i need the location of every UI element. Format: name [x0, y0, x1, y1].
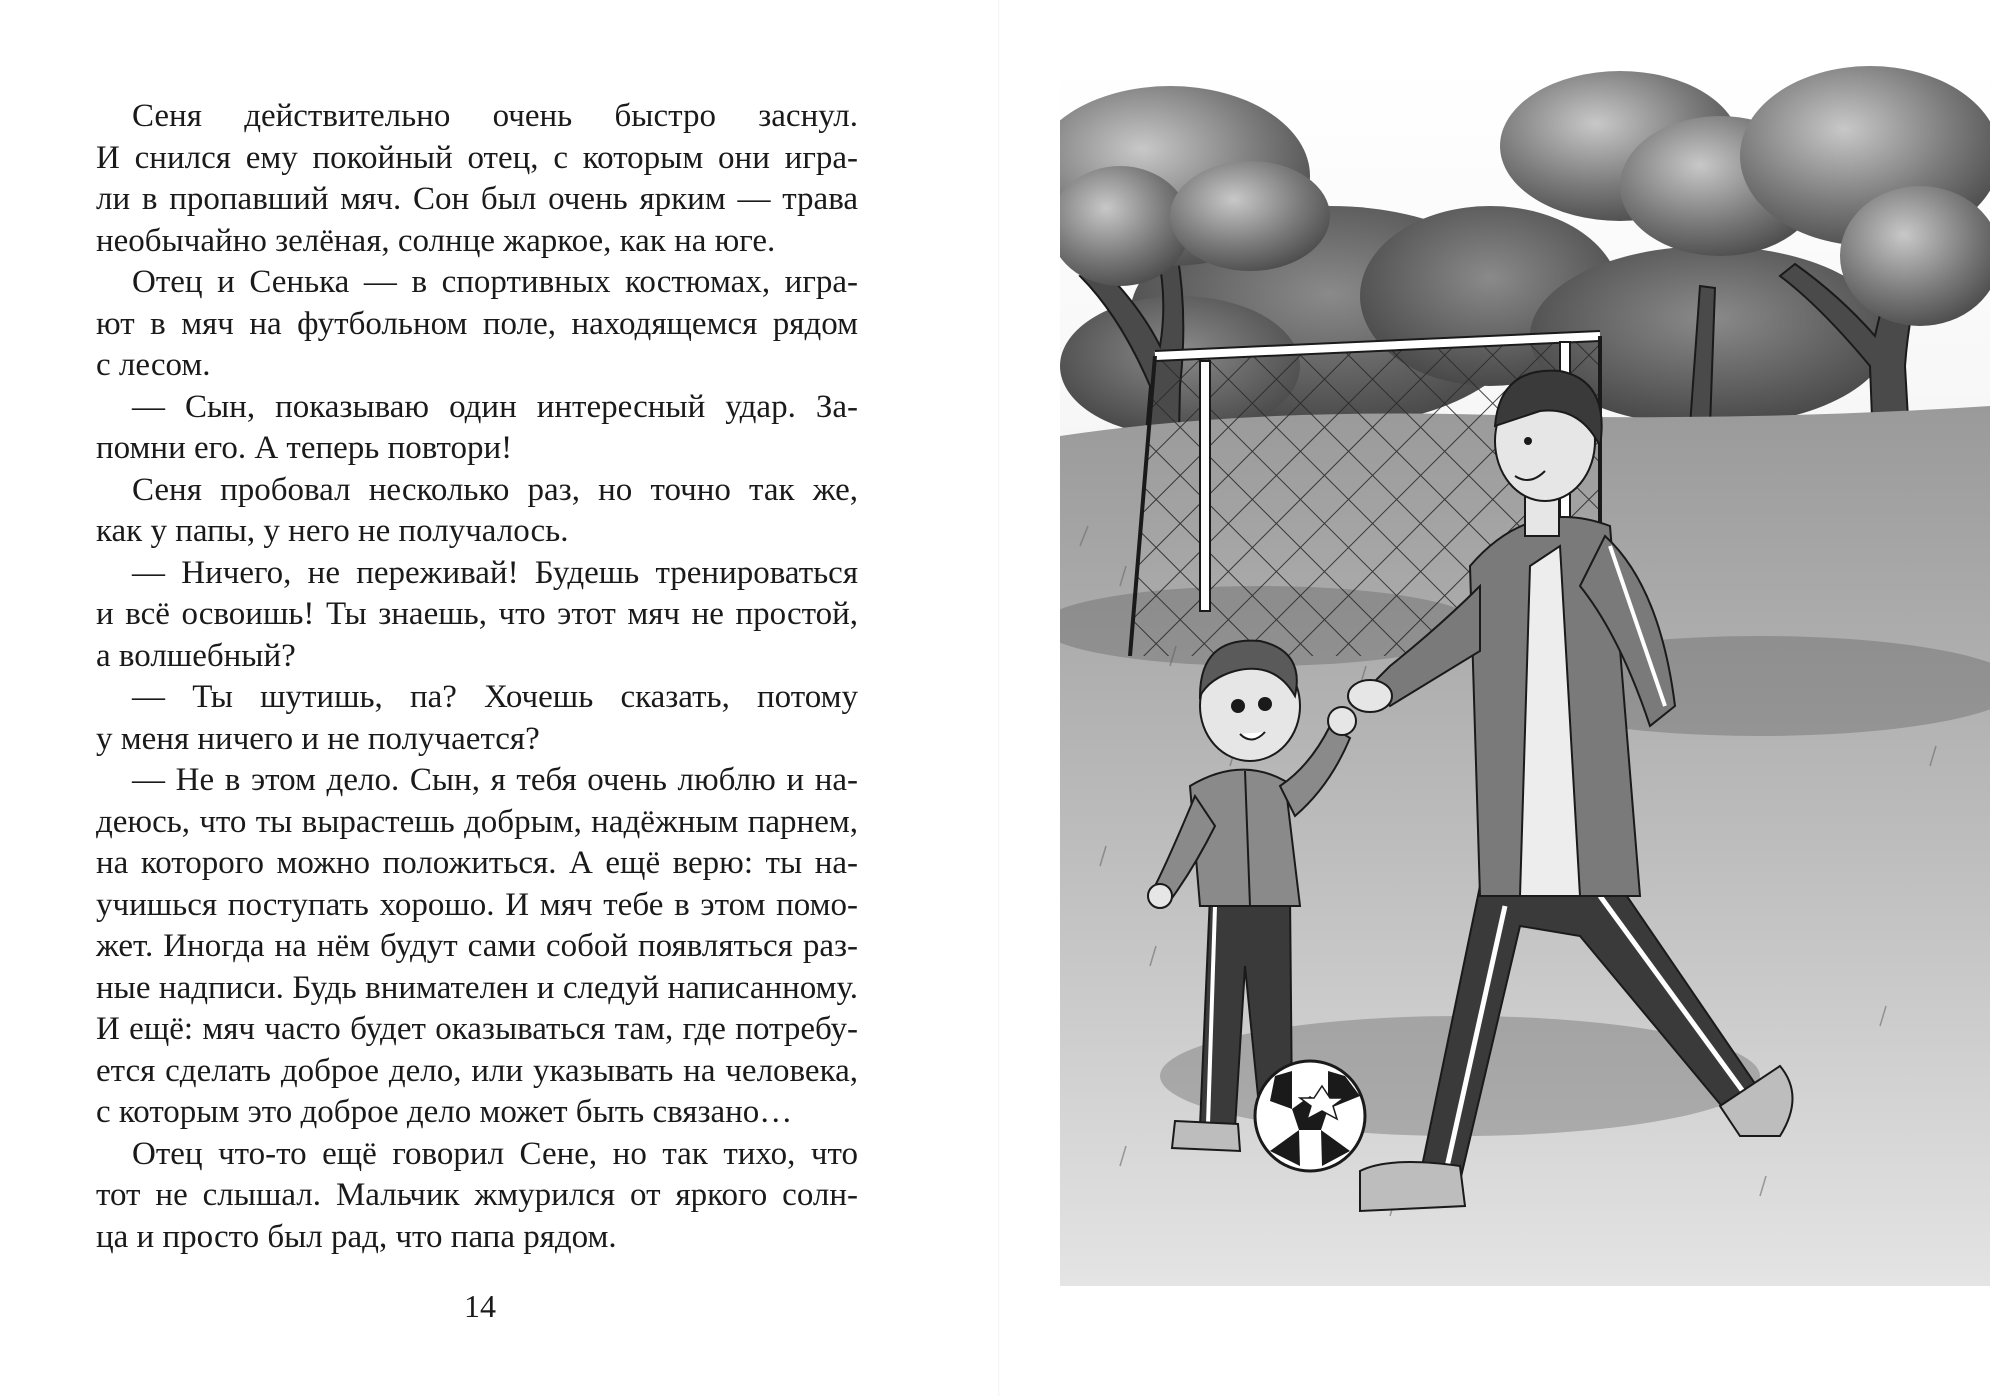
text-line: Отец и Сенька — в спортивных костюмах, игра- [132, 264, 858, 300]
text-line: жет. Иногда на нём будут сами собой появляться раз- [96, 928, 858, 964]
text-line: ли в пропавший мяч. Сон был очень ярким — трава [96, 181, 858, 217]
text-line: ют в мяч на футбольном поле, находящемся рядом [96, 305, 858, 342]
story-paragraph [96, 553, 858, 678]
text-line: как у папы, у него не получалось. [96, 513, 569, 549]
text-line: И ещё: мяч часто будет оказываться там, где потребу- [96, 1011, 858, 1047]
story-paragraph [96, 96, 858, 262]
text-line: ется сделать доброе дело, или указывать на человека, [96, 1052, 858, 1089]
text-line: — Ничего, не переживай! Будешь тренироваться [132, 554, 858, 591]
story-paragraph [96, 677, 858, 760]
text-line: с лесом. [96, 347, 211, 383]
story-paragraph [96, 262, 858, 387]
story-text [96, 96, 858, 1258]
text-line: ца и просто был рад, что папа рядом. [96, 1218, 617, 1255]
text-line: а волшебный? [96, 637, 296, 674]
text-line: И снился ему покойный отец, с которым они игра- [96, 139, 858, 176]
story-paragraph [96, 760, 858, 1134]
soccer-ball [1255, 1061, 1365, 1171]
story-paragraph [96, 1134, 858, 1259]
right-page [1000, 0, 2000, 1396]
football-illustration [1060, 66, 1990, 1286]
text-line: — Сын, показываю один интересный удар. За- [132, 388, 858, 425]
text-line: деюсь, что ты вырастешь добрым, надёжным парнем, [96, 803, 858, 840]
text-line: ные надписи. Будь внимателен и следуй написанному. [96, 969, 858, 1006]
text-line: — Ты шутишь, па? Хочешь сказать, потому [132, 679, 858, 715]
page-number: 14 [464, 1288, 496, 1324]
text-line: и всё освоишь! Ты знаешь, что этот мяч не простой, [96, 596, 858, 632]
text-line: помни его. А теперь повтори! [96, 430, 513, 466]
text-line: Сеня пробовал несколько раз, но точно так же, [132, 471, 858, 508]
text-line: Отец что-то ещё говорил Сене, но так тихо, что [132, 1135, 858, 1172]
text-line: — Не в этом дело. Сын, я тебя очень люблю и на- [132, 762, 858, 798]
text-line: учишься поступать хорошо. И мяч тебе в этом помо- [96, 886, 858, 923]
text-line: с которым это доброе дело может быть связано… [96, 1094, 793, 1130]
text-line: тот не слышал. Мальчик жмурился от яркого солн- [96, 1177, 858, 1213]
story-paragraph [96, 387, 858, 470]
story-paragraph [96, 470, 858, 553]
text-line: на которого можно положиться. А ещё верю: ты на- [96, 845, 858, 881]
text-line: Сеня действительно очень быстро заснул. [132, 98, 858, 134]
text-line: необычайно зелёная, солнце жаркое, как на юге. [96, 222, 776, 259]
text-line: у меня ничего и не получается? [96, 720, 540, 757]
